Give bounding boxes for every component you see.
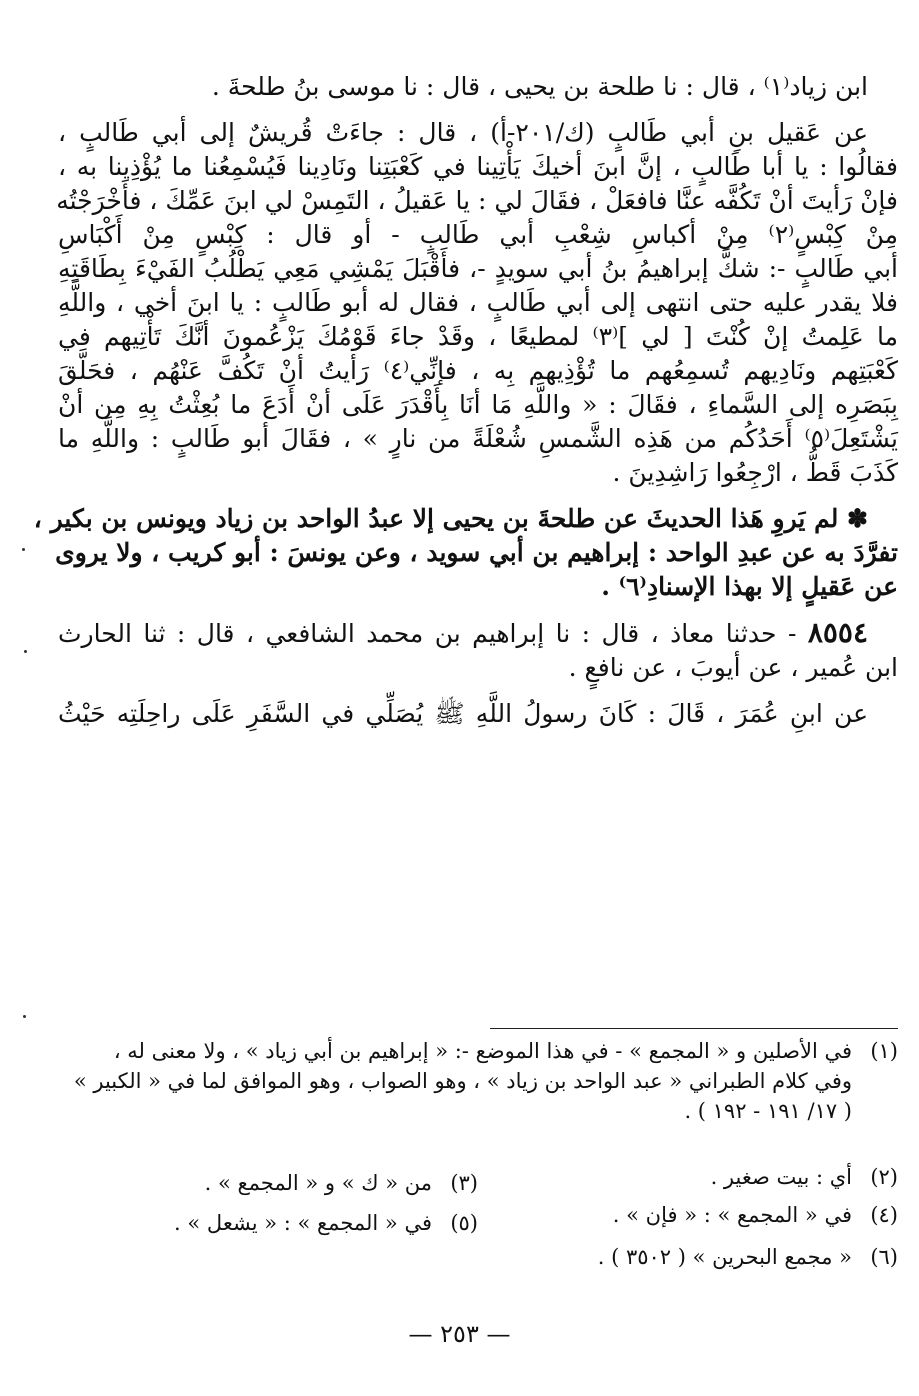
footnote-row-2-3 [58, 1162, 898, 1198]
hadith-matn-line: عن ابنِ عُمَرَ ، قَالَ : كَانَ رسولُ اللَّهِ ﷺ يُصَلِّي في السَّفَرِ عَلَى راحِلَتِه حَيْثُ [58, 699, 868, 728]
hadith-isnad: - حدثنا معاذ ، قال : نا إبراهيم بن محمد الشافعي ، قال : ثنا الحارث [58, 619, 797, 648]
matn-line: كَعْبَتِهم ونَادِيهم تُسمِعُهم ما تُؤْذِيهم بِه ، فإنِّي⁽٤⁾ رَأيتُ أنْ تَكُفَّ عَنْهُم ، فحَلَّقَ [58, 356, 898, 385]
footnote-text: في « المجمع » : « فإن » . [612, 1203, 852, 1227]
footnote-text: أي : بيت صغير . [710, 1165, 852, 1189]
matn-line: بِبَصَرِه إلى السَّماءِ ، فقَالَ : « واللَّهِ مَا أنَا بِأَقْدَرَ عَلَى أنْ أَدَعَ ما بُعِثْتُ بِهِ مِن أنْ [58, 390, 898, 419]
footnote-text: من « ك » و « المجمع » . [204, 1171, 432, 1195]
matn-line: كَذَبَ قَطُّ ، ارْجِعُوا رَاشِدِينَ . [612, 458, 898, 487]
footnotes [58, 1036, 898, 1272]
footnote-text: « مجمع البحرين » ( ٣٥٠٢ ) . [597, 1245, 852, 1269]
scan-speck [23, 1015, 26, 1018]
footnote-number: (١) [870, 1039, 898, 1063]
matn-line: أبي طَالبٍ -: شكَّ إبراهيمُ بنُ أبي سويدٍ -، فأَقْبَلَ يَمْشِي مَعِي يَطْلُبُ الفَيْءَ بِطَاقَتِهِ [58, 254, 898, 283]
footnote-row-4-5 [58, 1200, 898, 1238]
matn-line: مِنْ كِبْسٍ⁽٢⁾ مِنْ أكباسِ شِعْبِ أبي طَالبٍ - أو قال : كِبْسٍ مِنْ أَكْبَاسِ [58, 220, 898, 249]
footnote-3 [58, 1162, 478, 1198]
matn-line: يَشْتَعِلَ⁽٥⁾ أَحَدُكُم من هَذِه الشَّمسِ شُعْلَةً من نارٍ » ، فقَالَ أبو طَالبٍ : واللَّهِ ما [58, 424, 898, 453]
footnote-text: في « المجمع » : « يشعل » . [174, 1211, 432, 1235]
hadith-number: ٨٥٥٤ [807, 616, 868, 649]
footnote-1 [58, 1036, 898, 1126]
matn-line: ما عَلِمتُ إنْ كُنْتَ [ لي ]⁽٣⁾ لمطيعًا ، وقَدْ جاءَ قَوْمُكَ يَزْعُمونَ أنَّكَ تَأْتِيهم في [58, 322, 898, 351]
page-body [33, 70, 898, 731]
hadith-isnad-line: ابن عُمير ، عن أيوبَ ، عن نافعٍ . [568, 653, 898, 682]
matn-line: فقالُوا : يا أبا طَالبٍ ، إنَّ ابنَ أخيكَ يَأْتِينا في كَعْبَتِنا ونَادِينا فَيُسْمِعُنا ما يُؤْذِينا به ، [58, 152, 898, 181]
footnote-number: (٤) [870, 1203, 898, 1227]
main-text [33, 70, 898, 731]
hadith-heading-line [58, 616, 898, 651]
footnote-text: ( ١٧/ ١٩١ - ١٩٢ ) . [684, 1099, 852, 1123]
matn-line: عن عَقيل بنِ أبي طَالبٍ (ك/٢٠١-أ) ، قال : جاءَتْ قُريشٌ إلى أبي طَالبٍ ، [58, 118, 868, 147]
footnote-number: (٢) [870, 1165, 898, 1189]
scan-speck [24, 650, 27, 653]
matn-line: فلا يقدر عليه حتى انتهى إلى أبي طَالبٍ ، فقال له أبو طَالبٍ : يا ابنَ أخي ، واللَّهِ [58, 288, 898, 317]
isnad-line: ابن زياد⁽١⁾ ، قال : نا طلحة بن يحيى ، قال : نا موسى بنُ طلحةَ . [211, 72, 868, 101]
commentary-line: ✽ لم يَروِ هَذا الحديثَ عن طلحةَ بن يحيى إلا عبدُ الواحد بن زياد ويونس بن بكير ، [33, 504, 868, 533]
footnote-divider [490, 1028, 898, 1029]
footnote-number: (٥) [450, 1211, 478, 1235]
footnote-number: (٣) [450, 1171, 478, 1195]
commentary-line: تفرَّدَ به عن عبدِ الواحد : إبراهيم بن أبي سويد ، وعن يونسَ : أبو كريب ، ولا يروى [55, 538, 898, 567]
footnote-5 [58, 1200, 478, 1238]
scan-speck [22, 548, 25, 551]
footnote-number: (٦) [870, 1245, 898, 1269]
page-number: — ٢٥٣ — [408, 1320, 511, 1348]
footnote-2 [478, 1162, 898, 1198]
commentary-block [33, 502, 898, 604]
footnote-text: في الأصلين و « المجمع » - في هذا الموضع -: « إبراهيم بن أبي زياد » ، ولا معنى له ، [113, 1039, 852, 1063]
footnote-4 [478, 1200, 898, 1238]
footnote-6 [58, 1242, 898, 1272]
footnote-text: وفي كلام الطبراني « عبد الواحد بن زياد » ، وهو الصواب ، وهو الموافق لما في « الكبير » [73, 1069, 852, 1093]
matn-line: فإنْ رَأيتَ أنْ تَكُفَّه عنَّا فافعَلْ ، فقَالَ لي : يا عَقيلُ ، التَمِسْ لي ابنَ عَمِّكَ ، فأَخْرَجْتُه [56, 186, 898, 215]
commentary-line: عن عَقيلٍ إلا بهذا الإسنادِ⁽٦⁾ . [601, 572, 898, 601]
